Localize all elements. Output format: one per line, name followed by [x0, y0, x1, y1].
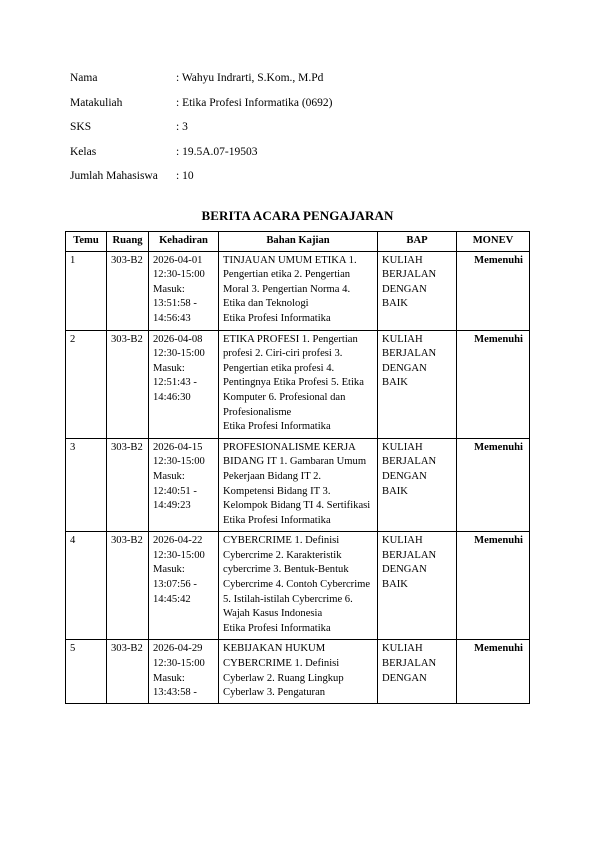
- time: 12:30-15:00: [153, 658, 205, 670]
- time: 12:30-15:00: [153, 348, 205, 360]
- topic: KEBIJAKAN HUKUM CYBERCRIME 1. Definisi Cyberlaw 2. Ruang Lingkup Cyberlaw 3. Pengaturan: [223, 643, 344, 699]
- table-row: [66, 330, 530, 438]
- cell-ruang: 303-B2: [107, 640, 149, 704]
- masuk-time: 13:43:58 -: [153, 687, 197, 699]
- course-name: Etika Profesi Informatika: [223, 312, 331, 324]
- header-kehadiran: Kehadiran: [149, 232, 219, 252]
- info-row-kelas: [70, 140, 333, 165]
- masuk-time: 12:40:51 - 14:49:23: [153, 485, 197, 512]
- header-bahan-kajian: Bahan Kajian: [219, 232, 378, 252]
- info-label: SKS: [70, 121, 92, 134]
- masuk-label: Masuk:: [153, 470, 185, 482]
- bahan-content: [223, 642, 373, 700]
- info-row-matakuliah: [70, 91, 333, 116]
- date: 2026-04-29: [153, 643, 203, 655]
- time: 12:30-15:00: [153, 549, 205, 561]
- cell-monev: Memenuhi: [457, 640, 530, 704]
- cell-kehadiran: [149, 330, 219, 438]
- kehadiran-content: [153, 642, 214, 700]
- date: 2026-04-22: [153, 535, 203, 547]
- topic: CYBERCRIME 1. Definisi Cybercrime 2. Karakteristik cybercrime 3. Bentuk-Bentuk Cybercrime 4. Contoh Cybercrime 5. Istilah-istilah Cybercrime 6. Wajah Kasus Indonesia: [223, 535, 371, 620]
- cell-kehadiran: [149, 532, 219, 640]
- table-row: [66, 532, 530, 640]
- cell-monev: Memenuhi: [457, 330, 530, 438]
- masuk-time: 12:51:43 - 14:46:30: [153, 377, 197, 403]
- document-title: BERITA ACARA PENGAJARAN: [201, 208, 394, 223]
- cell-bahan-kajian: [219, 438, 378, 532]
- cell-bap: KULIAH BERJALAN DENGAN BAIK: [378, 251, 457, 330]
- cell-monev: Memenuhi: [457, 532, 530, 640]
- course-name: Etika Profesi Informatika: [223, 421, 331, 433]
- info-value: : 10: [176, 170, 194, 183]
- cell-bap: KULIAH BERJALAN DENGAN BAIK: [378, 330, 457, 438]
- time: 12:30-15:00: [153, 269, 205, 281]
- info-value: : Wahyu Indrarti, S.Kom., M.Pd: [176, 72, 324, 85]
- cell-bahan-kajian: [219, 640, 378, 704]
- cell-ruang: 303-B2: [107, 251, 149, 330]
- cell-temu: 1: [66, 251, 107, 330]
- course-name: Etika Profesi Informatika: [223, 622, 331, 634]
- masuk-label: Masuk:: [153, 672, 185, 684]
- info-label: Jumlah Mahasiswa: [70, 170, 158, 183]
- table-row: [66, 251, 530, 330]
- masuk-label: Masuk:: [153, 283, 185, 295]
- cell-kehadiran: [149, 640, 219, 704]
- cell-bahan-kajian: [219, 251, 378, 330]
- masuk-label: Masuk:: [153, 362, 185, 374]
- date: 2026-04-15: [153, 441, 203, 453]
- info-value: : 3: [176, 121, 188, 134]
- teaching-log-table: [65, 231, 530, 704]
- cell-ruang: 303-B2: [107, 438, 149, 532]
- topic: PROFESIONALISME KERJA BIDANG IT 1. Gambaran Umum Pekerjaan Bidang IT 2. Kompetensi Bidang IT 3. Kelompok Bidang TI 4. Sertifikasi: [223, 441, 371, 512]
- info-row-sks: [70, 115, 333, 140]
- header-bap: BAP: [378, 232, 457, 252]
- course-info: [70, 66, 333, 189]
- cell-temu: 2: [66, 330, 107, 438]
- table-row: [66, 438, 530, 532]
- date: 2026-04-01: [153, 254, 203, 266]
- header-temu: Temu: [66, 232, 107, 252]
- info-value: : Etika Profesi Informatika (0692): [176, 96, 333, 109]
- info-row-nama: [70, 66, 333, 91]
- cell-temu: 4: [66, 532, 107, 640]
- topic: ETIKA PROFESI 1. Pengertian profesi 2. Ciri-ciri profesi 3. Pengertian etika profesi 4. Pentingnya Etika Profesi 5. Etika Komputer 6. Profesional dan Profesionalisme: [223, 333, 364, 418]
- cell-monev: Memenuhi: [457, 251, 530, 330]
- masuk-label: Masuk:: [153, 564, 185, 576]
- topic: TINJAUAN UMUM ETIKA 1. Pengertian etika 2. Pengertian Moral 3. Pengertian Norma 4. Etika dan Teknologi: [223, 254, 357, 310]
- cell-bap: [378, 640, 457, 704]
- date: 2026-04-08: [153, 333, 203, 345]
- cell-temu: 5: [66, 640, 107, 704]
- masuk-time: 13:07:56 - 14:45:42: [153, 579, 197, 605]
- info-label: Matakuliah: [70, 96, 123, 109]
- time: 12:30-15:00: [153, 456, 205, 468]
- cell-bap: KULIAH BERJALAN DENGAN BAIK: [378, 438, 457, 532]
- cell-kehadiran: [149, 438, 219, 532]
- info-value: : 19.5A.07-19503: [176, 145, 258, 158]
- cell-monev: Memenuhi: [457, 438, 530, 532]
- table-row: [66, 640, 530, 704]
- bap-content: KULIAH BERJALAN DENGAN: [382, 643, 437, 684]
- info-label: Nama: [70, 72, 98, 85]
- header-ruang: Ruang: [107, 232, 149, 252]
- cell-bahan-kajian: [219, 330, 378, 438]
- cell-ruang: 303-B2: [107, 532, 149, 640]
- cell-kehadiran: [149, 251, 219, 330]
- cell-bap: KULIAH BERJALAN DENGAN BAIK: [378, 532, 457, 640]
- masuk-time: 13:51:58 - 14:56:43: [153, 298, 197, 324]
- cell-ruang: 303-B2: [107, 330, 149, 438]
- cell-bahan-kajian: [219, 532, 378, 640]
- header-monev: MONEV: [457, 232, 530, 252]
- course-name: Etika Profesi Informatika: [223, 514, 331, 526]
- cell-temu: 3: [66, 438, 107, 532]
- info-row-jumlah: [70, 164, 333, 189]
- info-label: Kelas: [70, 145, 97, 158]
- table-header-row: [66, 232, 530, 252]
